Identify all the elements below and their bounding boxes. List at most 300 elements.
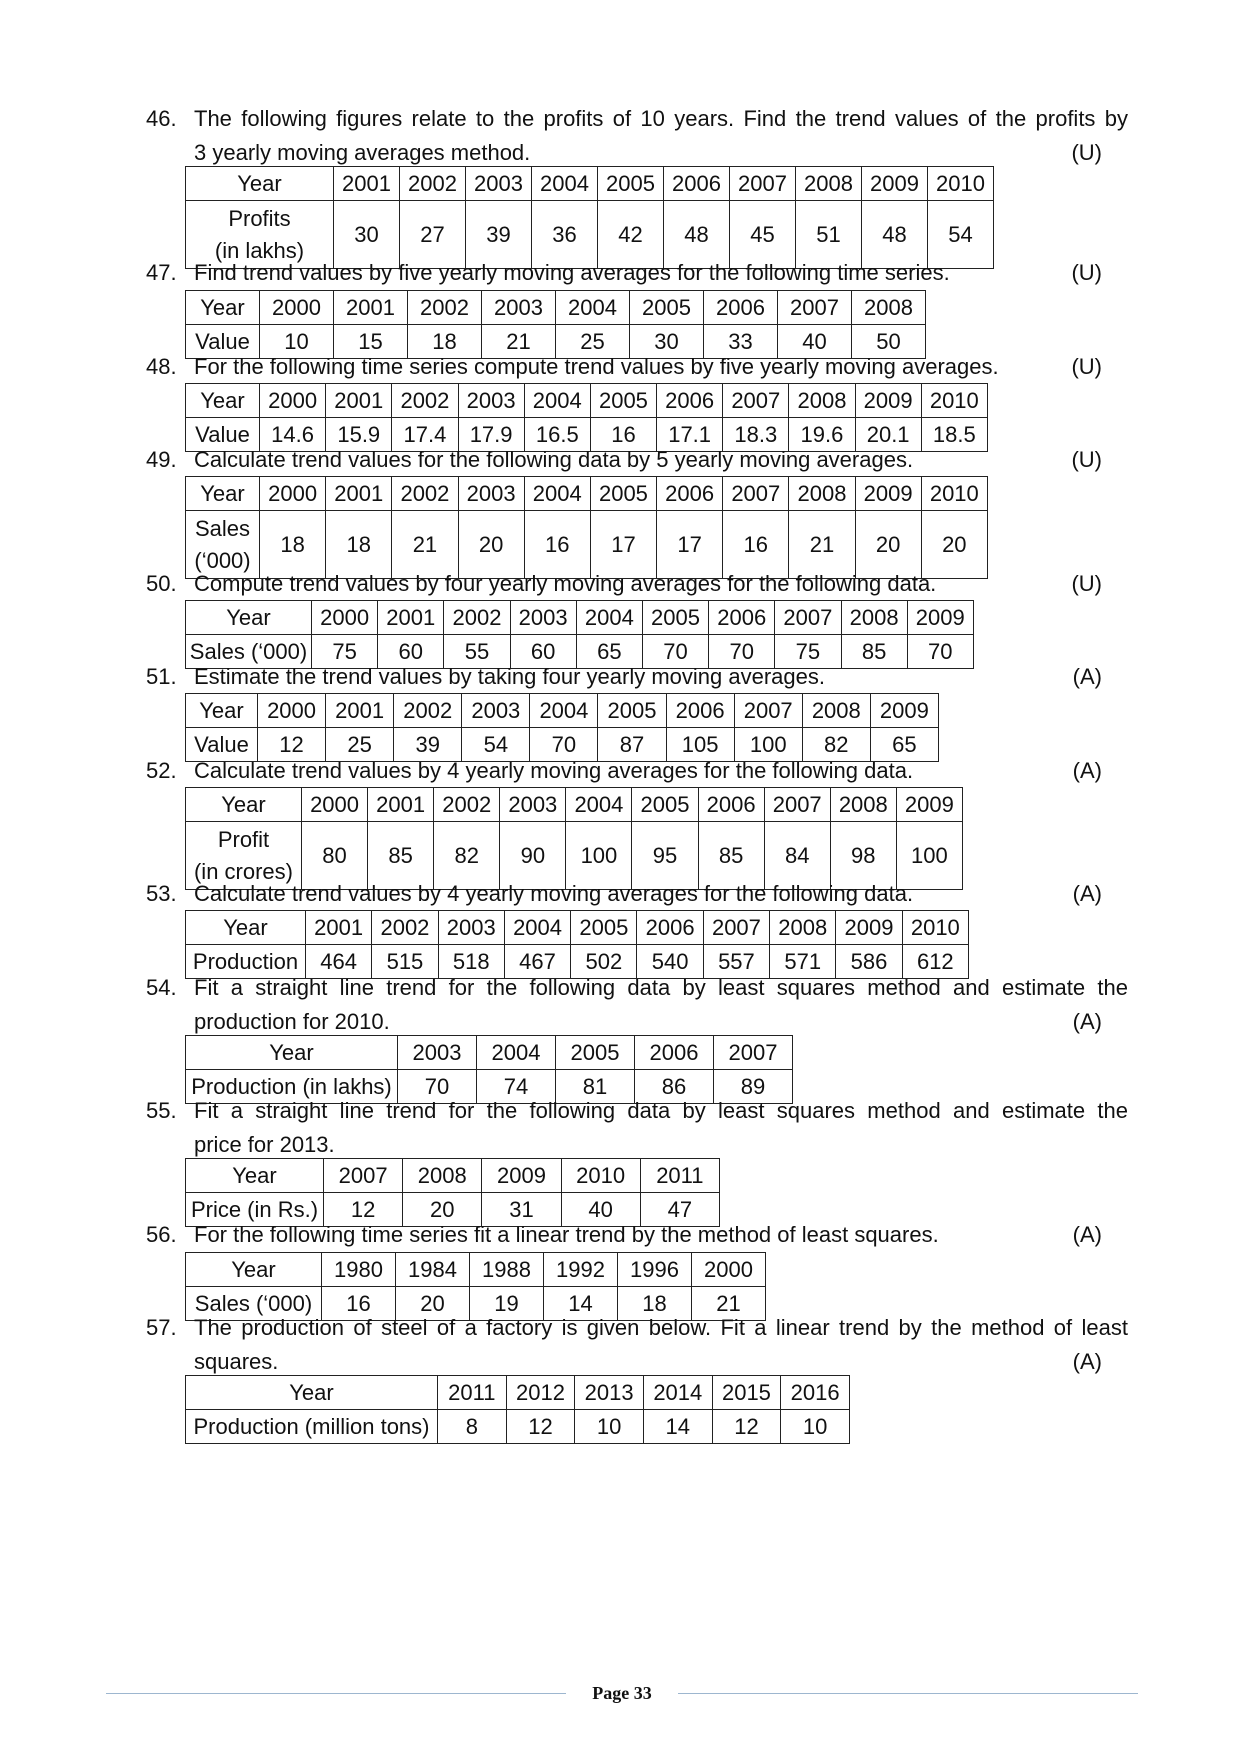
- value-cell: 10: [260, 325, 334, 359]
- year-cell: 2006: [637, 911, 703, 945]
- year-cell: 2003: [462, 694, 530, 728]
- year-cell: 2001: [306, 911, 372, 945]
- year-cell: 2001: [334, 291, 408, 325]
- year-cell: 2007: [714, 1036, 793, 1070]
- row-label-text: Value: [195, 328, 250, 354]
- value-cell: 17.4: [392, 418, 458, 452]
- year-cell: 2006: [635, 1036, 714, 1070]
- value-cell: 30: [630, 325, 704, 359]
- question-text: Estimate the trend values by taking four yearly moving averages.: [194, 664, 825, 689]
- row-label-text: Production (million tons): [193, 1413, 430, 1439]
- year-cell: 2006: [704, 291, 778, 325]
- year-cell: 2004: [524, 477, 590, 511]
- year-cell: 2003: [482, 291, 556, 325]
- row-label-text: Value: [195, 421, 250, 447]
- row-label-text: (‘000): [194, 547, 251, 573]
- value-cell: 15.9: [326, 418, 392, 452]
- question-50: [146, 567, 1128, 601]
- value-cell: 21: [392, 511, 458, 579]
- value-cell: 100: [566, 822, 632, 890]
- question-line: [146, 754, 1128, 788]
- year-cell: 2005: [630, 291, 704, 325]
- year-cell: 2005: [642, 601, 708, 635]
- year-cell: 2003: [458, 477, 524, 511]
- value-cell: 30: [334, 201, 400, 269]
- value-cell: 586: [836, 945, 902, 979]
- value-cell: 39: [466, 201, 532, 269]
- table-header-row: [186, 788, 963, 822]
- value-cell: 90: [500, 822, 566, 890]
- table-header-row: [186, 384, 988, 418]
- year-cell: 1992: [544, 1253, 618, 1287]
- question-line: [146, 567, 1128, 601]
- value-cell: 612: [902, 945, 968, 979]
- value-cell: 31: [482, 1193, 561, 1227]
- difficulty-level: (A): [1072, 1222, 1102, 1247]
- question-line: [146, 1094, 1128, 1128]
- value-cell: 40: [778, 325, 852, 359]
- year-cell: 2002: [444, 601, 510, 635]
- table-header-row: [186, 477, 988, 511]
- question-text: squares.: [194, 1349, 279, 1374]
- year-cell: 2010: [921, 384, 987, 418]
- value-cell: 70: [398, 1070, 477, 1104]
- year-cell: 2005: [598, 694, 666, 728]
- year-cell: 2000: [312, 601, 378, 635]
- row-label-cell: [186, 1410, 438, 1444]
- value-cell: 70: [907, 635, 973, 669]
- table-header-row: [186, 291, 926, 325]
- value-cell: 17: [590, 511, 656, 579]
- question-text: Fit a straight line trend for the following data by least squares method and estimate the: [194, 1098, 1128, 1123]
- value-cell: 8: [438, 1410, 507, 1444]
- value-cell: 17.9: [458, 418, 524, 452]
- row-label-cell: Year: [186, 477, 260, 511]
- value-cell: 50: [852, 325, 926, 359]
- value-cell: 75: [775, 635, 841, 669]
- year-cell: 2011: [438, 1376, 507, 1410]
- table-header-row: [186, 694, 939, 728]
- row-label-text: Production (in lakhs): [191, 1073, 392, 1099]
- value-cell: 20: [855, 511, 921, 579]
- row-label-cell: Year: [186, 601, 312, 635]
- value-cell: 65: [576, 635, 642, 669]
- question-number: 54.: [146, 975, 177, 1000]
- value-cell: 21: [482, 325, 556, 359]
- data-table: [185, 166, 994, 269]
- question-54: [146, 971, 1128, 1039]
- year-cell: 2005: [556, 1036, 635, 1070]
- value-cell: 12: [258, 728, 326, 762]
- question-number: 49.: [146, 447, 177, 472]
- value-cell: 14: [643, 1410, 712, 1444]
- question-text: Find trend values by five yearly moving averages for the following time series.: [194, 260, 950, 285]
- year-cell: 2004: [556, 291, 630, 325]
- year-cell: 2008: [830, 788, 896, 822]
- year-cell: 2004: [576, 601, 642, 635]
- question-text: Calculate trend values by 4 yearly moving averages for the following data.: [194, 881, 914, 906]
- year-cell: 2007: [703, 911, 769, 945]
- page-number: Page 33: [592, 1683, 652, 1703]
- data-table: [185, 383, 988, 452]
- year-cell: 2002: [372, 911, 438, 945]
- value-cell: 464: [306, 945, 372, 979]
- row-label-text: Profits: [228, 205, 291, 231]
- question-line: [146, 443, 1128, 477]
- row-label-cell: Year: [186, 167, 334, 201]
- year-cell: 2007: [723, 477, 789, 511]
- year-cell: 2005: [590, 477, 656, 511]
- question-49: [146, 443, 1128, 477]
- year-cell: 2007: [775, 601, 841, 635]
- year-cell: 2006: [657, 477, 723, 511]
- value-cell: 60: [378, 635, 444, 669]
- question-text: price for 2013.: [194, 1132, 335, 1157]
- page-footer: [106, 1683, 1138, 1703]
- value-cell: 42: [598, 201, 664, 269]
- question-text: 3 yearly moving averages method.: [194, 140, 531, 165]
- question-text: For the following time series compute trend values by five yearly moving averages.: [194, 354, 999, 379]
- year-cell: 2006: [666, 694, 734, 728]
- year-cell: 2009: [870, 694, 938, 728]
- value-cell: 21: [789, 511, 855, 579]
- value-cell: 18: [260, 511, 326, 579]
- value-cell: 557: [703, 945, 769, 979]
- value-cell: 12: [712, 1410, 781, 1444]
- question-text: The production of steel of a factory is given below. Fit a linear trend by the method of least: [194, 1315, 1128, 1340]
- data-table: [185, 476, 988, 579]
- table-value-row: [186, 1410, 850, 1444]
- question-text: Calculate trend values by 4 yearly moving averages for the following data.: [194, 758, 914, 783]
- question-line: [146, 1218, 1128, 1252]
- year-cell: 1988: [470, 1253, 544, 1287]
- value-cell: 20: [396, 1287, 470, 1321]
- value-cell: 100: [734, 728, 802, 762]
- year-cell: 2003: [458, 384, 524, 418]
- value-cell: 54: [928, 201, 994, 269]
- question-line: [146, 350, 1128, 384]
- question-55: [146, 1094, 1128, 1162]
- year-cell: 2008: [403, 1159, 482, 1193]
- value-cell: 84: [764, 822, 830, 890]
- year-cell: 2011: [640, 1159, 719, 1193]
- value-cell: 540: [637, 945, 703, 979]
- year-cell: 2001: [326, 694, 394, 728]
- table-header-row: [186, 1159, 720, 1193]
- year-cell: 2000: [260, 384, 326, 418]
- question-number: 46.: [146, 106, 177, 131]
- year-cell: 2003: [398, 1036, 477, 1070]
- row-label-text: Sales: [194, 515, 251, 541]
- difficulty-level: (A): [1072, 664, 1102, 689]
- value-cell: 17.1: [657, 418, 723, 452]
- year-cell: 2007: [778, 291, 852, 325]
- value-cell: 98: [830, 822, 896, 890]
- question-number: 50.: [146, 571, 177, 596]
- value-cell: 16: [322, 1287, 396, 1321]
- question-line: [146, 1345, 1128, 1379]
- year-cell: 2001: [368, 788, 434, 822]
- value-cell: 85: [698, 822, 764, 890]
- value-cell: 14.6: [260, 418, 326, 452]
- question-number: 51.: [146, 664, 177, 689]
- year-cell: 2007: [730, 167, 796, 201]
- value-cell: 70: [642, 635, 708, 669]
- value-cell: 18: [408, 325, 482, 359]
- year-cell: 2010: [921, 477, 987, 511]
- row-label-text: Price (in Rs.): [190, 1196, 319, 1222]
- value-cell: 86: [635, 1070, 714, 1104]
- year-cell: 2001: [378, 601, 444, 635]
- table-header-row: [186, 601, 974, 635]
- year-cell: 2005: [598, 167, 664, 201]
- year-cell: 2007: [324, 1159, 403, 1193]
- year-cell: 2007: [734, 694, 802, 728]
- value-cell: 20: [403, 1193, 482, 1227]
- value-cell: 12: [324, 1193, 403, 1227]
- row-label-text: Sales (‘000): [189, 638, 308, 664]
- value-cell: 20: [921, 511, 987, 579]
- year-cell: 2004: [504, 911, 570, 945]
- year-cell: 2009: [482, 1159, 561, 1193]
- year-cell: 2000: [302, 788, 368, 822]
- year-cell: 2006: [709, 601, 775, 635]
- year-cell: 2005: [590, 384, 656, 418]
- value-cell: 55: [444, 635, 510, 669]
- value-cell: 16.5: [524, 418, 590, 452]
- question-text: production for 2010.: [194, 1009, 390, 1034]
- year-cell: 2010: [561, 1159, 640, 1193]
- year-cell: 2003: [466, 167, 532, 201]
- question-46: [146, 102, 1128, 170]
- question-number: 57.: [146, 1315, 177, 1340]
- value-cell: 40: [561, 1193, 640, 1227]
- row-label-text: (in lakhs): [214, 237, 305, 263]
- question-text: The following figures relate to the profits of 10 years. Find the trend values of the profits by: [194, 106, 1128, 131]
- question-57: [146, 1311, 1128, 1379]
- value-cell: 10: [781, 1410, 850, 1444]
- difficulty-level: (A): [1072, 1009, 1102, 1034]
- value-cell: 48: [862, 201, 928, 269]
- data-table: [185, 1158, 720, 1227]
- year-cell: 2004: [566, 788, 632, 822]
- difficulty-level: (U): [1071, 140, 1102, 165]
- value-cell: 95: [632, 822, 698, 890]
- row-label-text: Value: [194, 731, 249, 757]
- value-cell: 60: [510, 635, 576, 669]
- question-number: 48.: [146, 354, 177, 379]
- year-cell: 2015: [712, 1376, 781, 1410]
- value-cell: 47: [640, 1193, 719, 1227]
- value-cell: 16: [524, 511, 590, 579]
- question-53: [146, 877, 1128, 911]
- question-52: [146, 754, 1128, 788]
- year-cell: 2002: [400, 167, 466, 201]
- year-cell: 1996: [618, 1253, 692, 1287]
- table-header-row: [186, 1036, 793, 1070]
- value-cell: 82: [802, 728, 870, 762]
- data-table: [185, 290, 926, 359]
- row-label-cell: Year: [186, 291, 260, 325]
- row-label-text: Profit: [217, 826, 270, 852]
- question-line: [146, 102, 1128, 136]
- year-cell: 2001: [334, 167, 400, 201]
- value-cell: 81: [556, 1070, 635, 1104]
- value-cell: 515: [372, 945, 438, 979]
- row-label-cell: Year: [186, 694, 258, 728]
- year-cell: 2008: [796, 167, 862, 201]
- value-cell: 18.3: [723, 418, 789, 452]
- value-cell: 74: [477, 1070, 556, 1104]
- data-table: [185, 1375, 850, 1444]
- question-text: For the following time series fit a linear trend by the method of least squares.: [194, 1222, 939, 1247]
- year-cell: 2001: [326, 477, 392, 511]
- value-cell: 19.6: [789, 418, 855, 452]
- year-cell: 2002: [392, 477, 458, 511]
- question-47: [146, 256, 1128, 290]
- difficulty-level: (U): [1071, 354, 1102, 379]
- year-cell: 2009: [855, 477, 921, 511]
- year-cell: 2003: [438, 911, 504, 945]
- year-cell: 2007: [764, 788, 830, 822]
- row-label-cell: Year: [186, 384, 260, 418]
- value-cell: 18: [326, 511, 392, 579]
- value-cell: 27: [400, 201, 466, 269]
- value-cell: 105: [666, 728, 734, 762]
- year-cell: 2010: [902, 911, 968, 945]
- year-cell: 2001: [326, 384, 392, 418]
- question-text: Calculate trend values for the following data by 5 yearly moving averages.: [194, 447, 914, 472]
- value-cell: 87: [598, 728, 666, 762]
- difficulty-level: (A): [1072, 881, 1102, 906]
- row-label-cell: Year: [186, 1253, 322, 1287]
- value-cell: 48: [664, 201, 730, 269]
- difficulty-level: (A): [1072, 1349, 1102, 1374]
- year-cell: 2000: [692, 1253, 766, 1287]
- year-cell: 2008: [802, 694, 870, 728]
- table-header-row: [186, 911, 969, 945]
- row-label-cell: Year: [186, 1159, 324, 1193]
- value-cell: 54: [462, 728, 530, 762]
- year-cell: 2004: [530, 694, 598, 728]
- value-cell: 100: [896, 822, 962, 890]
- question-text: Compute trend values by four yearly moving averages for the following data.: [194, 571, 937, 596]
- question-line: [146, 971, 1128, 1005]
- question-number: 53.: [146, 881, 177, 906]
- year-cell: 2006: [698, 788, 764, 822]
- year-cell: 2008: [789, 477, 855, 511]
- year-cell: 2005: [632, 788, 698, 822]
- question-line: [146, 877, 1128, 911]
- year-cell: 2002: [434, 788, 500, 822]
- question-line: [146, 660, 1128, 694]
- year-cell: 2014: [643, 1376, 712, 1410]
- data-table: [185, 600, 974, 669]
- value-cell: 85: [368, 822, 434, 890]
- question-line: [146, 1128, 1128, 1162]
- value-cell: 20: [458, 511, 524, 579]
- year-cell: 2005: [571, 911, 637, 945]
- year-cell: 2007: [723, 384, 789, 418]
- question-line: [146, 256, 1128, 290]
- data-table: [185, 787, 963, 890]
- value-cell: 16: [723, 511, 789, 579]
- year-cell: 2009: [907, 601, 973, 635]
- year-cell: 2003: [510, 601, 576, 635]
- value-cell: 25: [326, 728, 394, 762]
- year-cell: 2009: [836, 911, 902, 945]
- value-cell: 65: [870, 728, 938, 762]
- year-cell: 2004: [477, 1036, 556, 1070]
- year-cell: 2000: [260, 477, 326, 511]
- year-cell: 1980: [322, 1253, 396, 1287]
- year-cell: 2002: [392, 384, 458, 418]
- table-header-row: [186, 1253, 766, 1287]
- year-cell: 2008: [852, 291, 926, 325]
- difficulty-level: (U): [1071, 571, 1102, 596]
- year-cell: 2013: [575, 1376, 644, 1410]
- row-label-text: Sales (‘000): [194, 1290, 313, 1316]
- row-label-text: Production: [192, 948, 299, 974]
- question-line: [146, 1311, 1128, 1345]
- question-text: Fit a straight line trend for the following data by least squares method and estimate the: [194, 975, 1128, 1000]
- question-number: 52.: [146, 758, 177, 783]
- row-label-cell: Year: [186, 788, 302, 822]
- year-cell: 2009: [855, 384, 921, 418]
- year-cell: 2002: [394, 694, 462, 728]
- value-cell: 15: [334, 325, 408, 359]
- year-cell: 2016: [781, 1376, 850, 1410]
- question-number: 56.: [146, 1222, 177, 1247]
- question-line: [146, 136, 1128, 170]
- value-cell: 80: [302, 822, 368, 890]
- table-header-row: [186, 167, 994, 201]
- data-table: [185, 910, 969, 979]
- year-cell: 2008: [841, 601, 907, 635]
- value-cell: 19: [470, 1287, 544, 1321]
- year-cell: 2009: [896, 788, 962, 822]
- row-label-cell: Year: [186, 1036, 398, 1070]
- question-51: [146, 660, 1128, 694]
- value-cell: 18: [618, 1287, 692, 1321]
- value-cell: 467: [504, 945, 570, 979]
- year-cell: 2012: [506, 1376, 575, 1410]
- year-cell: 2003: [500, 788, 566, 822]
- year-cell: 2004: [532, 167, 598, 201]
- value-cell: 45: [730, 201, 796, 269]
- value-cell: 82: [434, 822, 500, 890]
- value-cell: 85: [841, 635, 907, 669]
- value-cell: 17: [657, 511, 723, 579]
- value-cell: 571: [770, 945, 836, 979]
- question-number: 55.: [146, 1098, 177, 1123]
- row-label-cell: Year: [186, 911, 306, 945]
- value-cell: 518: [438, 945, 504, 979]
- value-cell: 502: [571, 945, 637, 979]
- question-48: [146, 350, 1128, 384]
- year-cell: 1984: [396, 1253, 470, 1287]
- year-cell: 2009: [862, 167, 928, 201]
- value-cell: 14: [544, 1287, 618, 1321]
- row-label-cell: Year: [186, 1376, 438, 1410]
- year-cell: 2008: [770, 911, 836, 945]
- question-56: [146, 1218, 1128, 1252]
- value-cell: 89: [714, 1070, 793, 1104]
- value-cell: 39: [394, 728, 462, 762]
- value-cell: 18.5: [921, 418, 987, 452]
- year-cell: 2006: [664, 167, 730, 201]
- year-cell: 2008: [789, 384, 855, 418]
